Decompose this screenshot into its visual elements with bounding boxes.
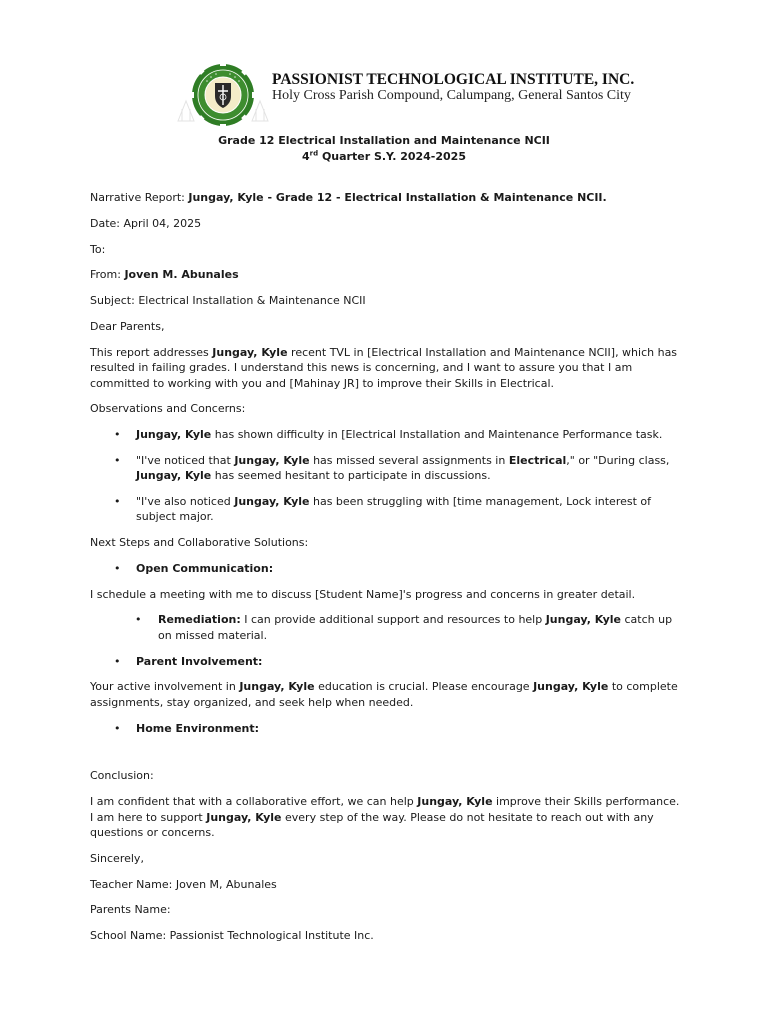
teacher-name: Teacher Name: Joven M, Abunales [90,877,277,891]
document-title [0,133,768,165]
letter-body [90,190,680,954]
subject-line: Subject: Electrical Installation & Maintenance NCII [90,294,366,308]
remediation-list [90,612,680,643]
school-address: Holy Cross Parish Compound, Calumpang, General Santos City [272,88,631,103]
sincerely: Sincerely, [90,851,144,865]
list-item: • Remediation: I can provide additional support and resources to help Jungay, Kyle catch up on missed material. [90,612,680,643]
parent-involvement-text: Your active involvement in Jungay, Kyle education is crucial. Please encourage Jungay, Kyle to complete assignments, stay organized, and seek help when needed. [90,680,678,709]
next-steps-heading: Next Steps and Collaborative Solutions: [90,535,309,549]
title-course: Grade 12 Electrical Installation and Maintenance NCII [218,134,550,147]
intro-paragraph: This report addresses Jungay, Kyle recent TVL in [Electrical Installation and Maintenance NCII], which has resulted in failing grades. I understand this news is concerning, and I want to assure you that I am committed to working with you and [Mahinay JR] to improve their Skills in Electrical. [90,345,678,390]
observations-list [90,427,680,524]
list-item: • Open Communication: [90,561,680,576]
list-item: • Jungay, Kyle has shown difficulty in [Electrical Installation and Maintenance Performance task. [90,427,680,442]
list-item: • "I've noticed that Jungay, Kyle has missed several assignments in Electrical," or "During class, Jungay, Kyle has seemed hesitant to participate in discussions. [90,453,680,484]
salutation: Dear Parents, [90,319,165,333]
observations-heading: Observations and Concerns: [90,402,246,416]
list-item: • "I've also noticed Jungay, Kyle has been struggling with [time management, Lock interest of subject major. [90,494,680,525]
report-line: Narrative Report: Jungay, Kyle - Grade 12 - Electrical Installation & Maintenance NCII. [90,191,607,204]
parents-name: Parents Name: [90,903,171,917]
school-name: PASSIONIST TECHNOLOGICAL INSTITUTE, INC. [272,71,635,88]
conclusion-paragraph: I am confident that with a collaborative effort, we can help Jungay, Kyle improve their Skills performance. I am here to support Jungay, Kyle every step of the way. Please do not hesitate to reach out with any questions or concerns. [90,795,680,839]
date-line: Date: April 04, 2025 [90,216,202,230]
to-line: To: [90,242,106,256]
title-quarter: 4rd Quarter S.Y. 2024-2025 [301,149,466,163]
open-communication-text: I schedule a meeting with me to discuss [Student Name]'s progress and concerns in greater detail. [90,587,636,601]
list-item: • Parent Involvement: [90,654,680,669]
from-line: From: Joven M. Abunales [90,268,239,282]
next-steps-list [90,561,680,576]
school-seal-icon [176,63,270,127]
home-environment-list [90,721,680,736]
conclusion-heading: Conclusion: [90,769,154,783]
list-item: • Home Environment: [90,721,680,736]
parent-involvement-list [90,654,680,669]
school-name-line: School Name: Passionist Technological Institute Inc. [90,929,374,943]
